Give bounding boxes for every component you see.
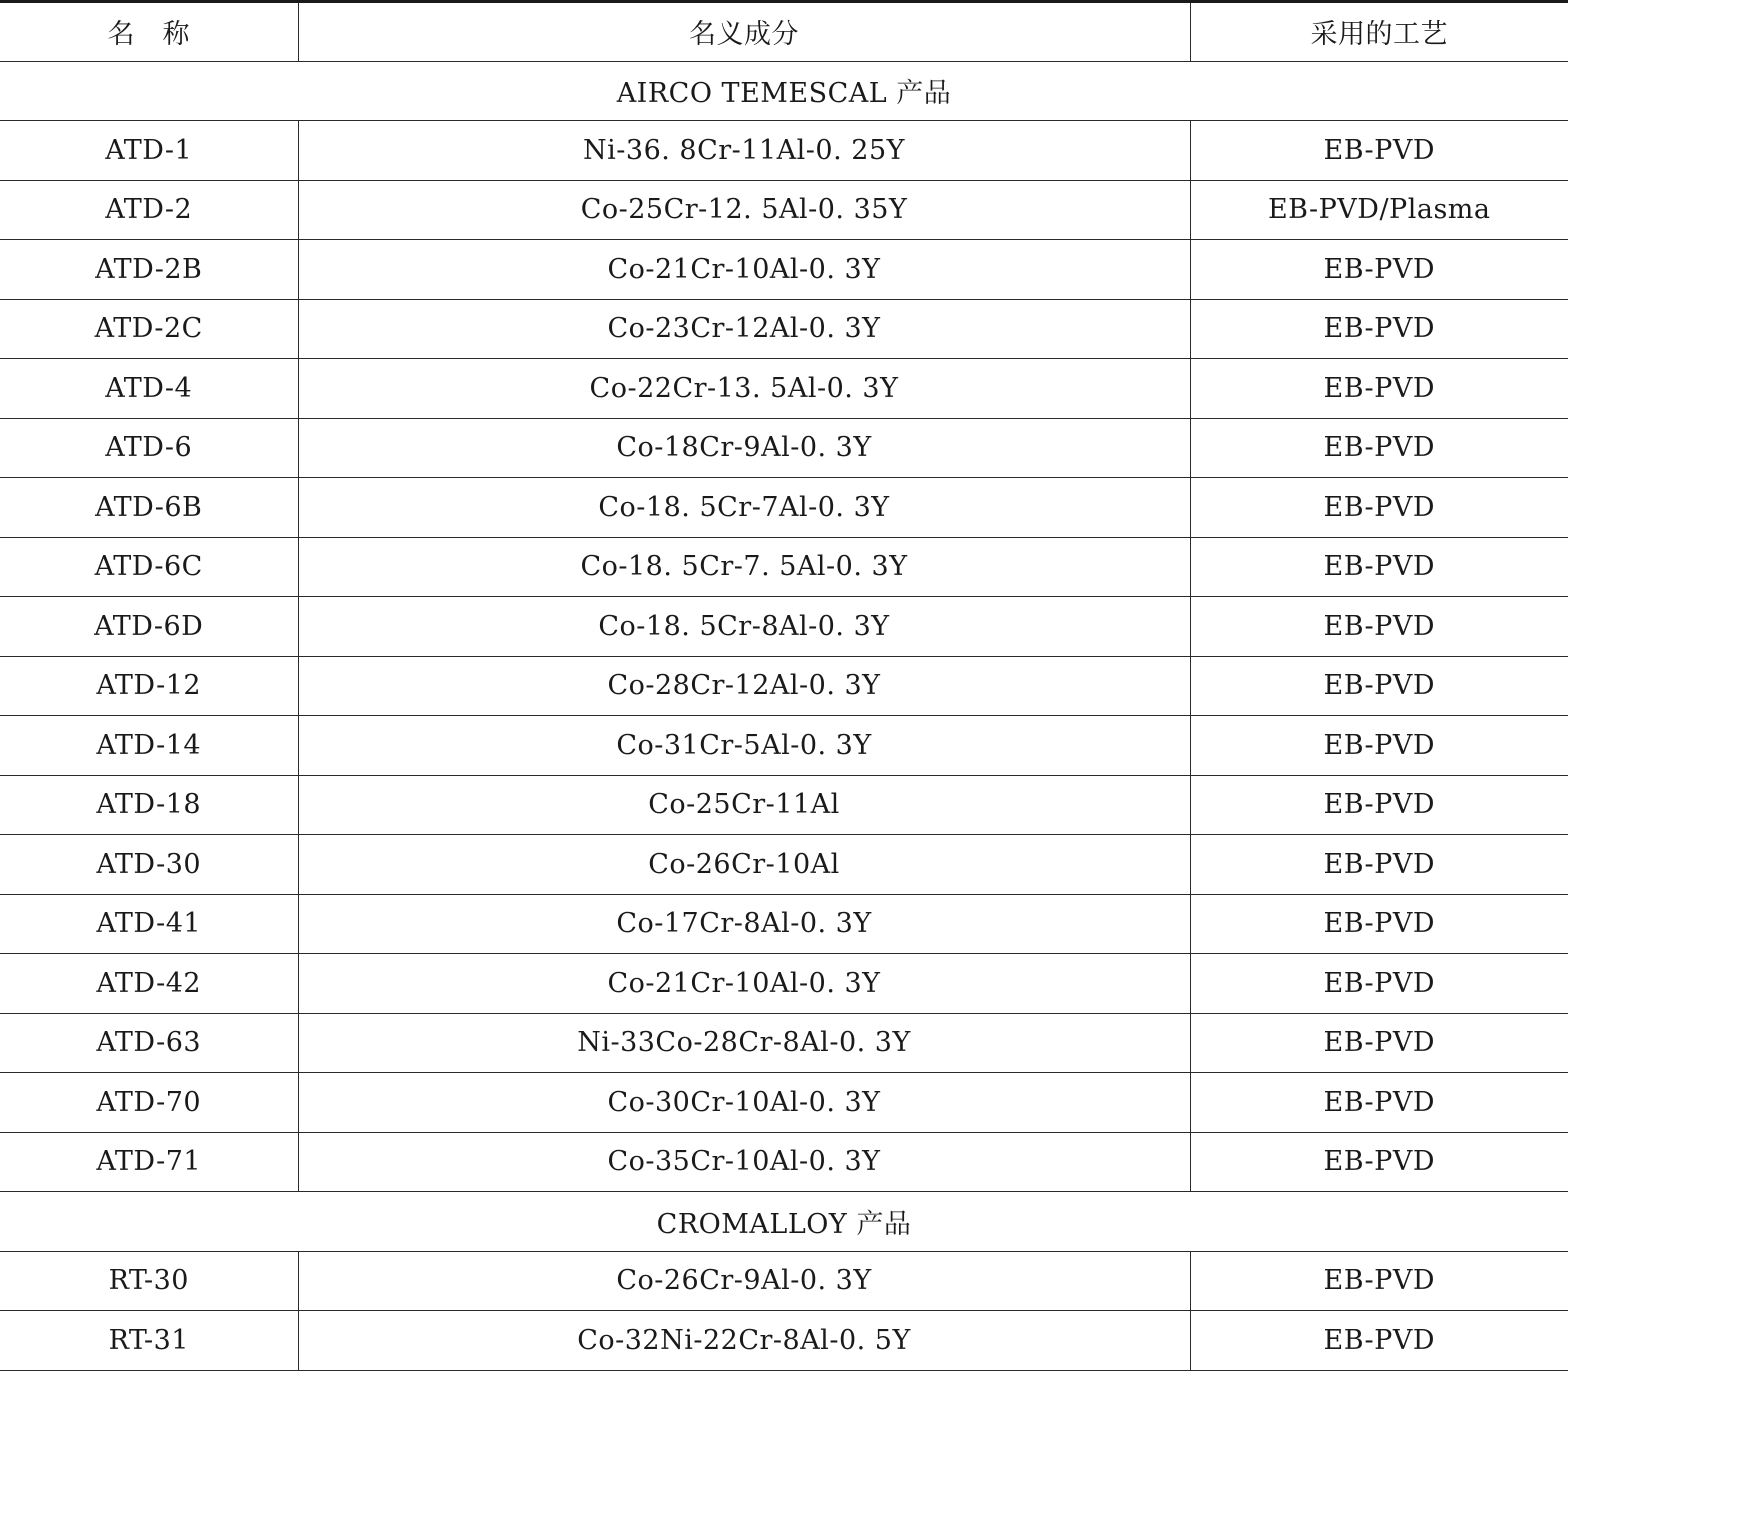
- cell-name: ATD-1: [0, 121, 298, 181]
- cell-process: EB-PVD: [1190, 478, 1568, 538]
- table-row: [0, 775, 1568, 835]
- cell-name: ATD-42: [0, 954, 298, 1014]
- cell-name: ATD-2: [0, 180, 298, 240]
- table-row: [0, 835, 1568, 895]
- table-row: [0, 954, 1568, 1014]
- cell-process: EB-PVD: [1190, 121, 1568, 181]
- cell-name: ATD-2C: [0, 299, 298, 359]
- cell-composition: Co-30Cr-10Al-0. 3Y: [298, 1073, 1190, 1133]
- cell-name: ATD-6B: [0, 478, 298, 538]
- cell-composition: Co-17Cr-8Al-0. 3Y: [298, 894, 1190, 954]
- cell-process: EB-PVD: [1190, 894, 1568, 954]
- cell-process: EB-PVD: [1190, 1013, 1568, 1073]
- table-row: [0, 597, 1568, 657]
- cell-process: EB-PVD: [1190, 359, 1568, 419]
- cell-name: ATD-41: [0, 894, 298, 954]
- cell-name: ATD-70: [0, 1073, 298, 1133]
- cell-process: EB-PVD: [1190, 597, 1568, 657]
- table-row: [0, 418, 1568, 478]
- cell-name: ATD-6: [0, 418, 298, 478]
- table-row: [0, 1073, 1568, 1133]
- cell-process: EB-PVD: [1190, 1132, 1568, 1192]
- cell-process: EB-PVD: [1190, 240, 1568, 300]
- cell-name: ATD-30: [0, 835, 298, 895]
- cell-composition: Co-31Cr-5Al-0. 3Y: [298, 716, 1190, 776]
- table-row: [0, 299, 1568, 359]
- cell-process: EB-PVD: [1190, 716, 1568, 776]
- cell-composition: Co-22Cr-13. 5Al-0. 3Y: [298, 359, 1190, 419]
- header-process: 采用的工艺: [1190, 2, 1568, 62]
- cell-composition: Co-18. 5Cr-8Al-0. 3Y: [298, 597, 1190, 657]
- cell-process: EB-PVD: [1190, 299, 1568, 359]
- table-row: [0, 1311, 1568, 1371]
- cell-composition: Ni-33Co-28Cr-8Al-0. 3Y: [298, 1013, 1190, 1073]
- cell-process: EB-PVD: [1190, 954, 1568, 1014]
- cell-composition: Co-35Cr-10Al-0. 3Y: [298, 1132, 1190, 1192]
- table-row: [0, 537, 1568, 597]
- cell-name: ATD-2B: [0, 240, 298, 300]
- cell-name: ATD-6C: [0, 537, 298, 597]
- section-row: [0, 1192, 1568, 1252]
- cell-name: ATD-71: [0, 1132, 298, 1192]
- cell-process: EB-PVD: [1190, 1311, 1568, 1371]
- table-row: [0, 478, 1568, 538]
- cell-process: EB-PVD: [1190, 418, 1568, 478]
- table-body: [0, 2, 1568, 1371]
- cell-name: RT-30: [0, 1251, 298, 1311]
- cell-composition: Co-21Cr-10Al-0. 3Y: [298, 954, 1190, 1014]
- cell-composition: Co-26Cr-9Al-0. 3Y: [298, 1251, 1190, 1311]
- table-row: [0, 656, 1568, 716]
- cell-name: RT-31: [0, 1311, 298, 1371]
- table-row: [0, 1251, 1568, 1311]
- cell-composition: Co-18Cr-9Al-0. 3Y: [298, 418, 1190, 478]
- cell-composition: Co-28Cr-12Al-0. 3Y: [298, 656, 1190, 716]
- cell-composition: Co-25Cr-12. 5Al-0. 35Y: [298, 180, 1190, 240]
- cell-composition: Co-18. 5Cr-7. 5Al-0. 3Y: [298, 537, 1190, 597]
- table-row: [0, 716, 1568, 776]
- table-row: [0, 121, 1568, 181]
- cell-process: EB-PVD: [1190, 775, 1568, 835]
- cell-composition: Ni-36. 8Cr-11Al-0. 25Y: [298, 121, 1190, 181]
- cell-name: ATD-4: [0, 359, 298, 419]
- header-row: [0, 2, 1568, 62]
- table-row: [0, 1132, 1568, 1192]
- cell-composition: Co-26Cr-10Al: [298, 835, 1190, 895]
- cell-process: EB-PVD/Plasma: [1190, 180, 1568, 240]
- table-row: [0, 894, 1568, 954]
- table-row: [0, 359, 1568, 419]
- cell-name: ATD-63: [0, 1013, 298, 1073]
- cell-composition: Co-23Cr-12Al-0. 3Y: [298, 299, 1190, 359]
- cell-composition: Co-21Cr-10Al-0. 3Y: [298, 240, 1190, 300]
- cell-composition: Co-32Ni-22Cr-8Al-0. 5Y: [298, 1311, 1190, 1371]
- table-row: [0, 240, 1568, 300]
- section-title: AIRCO TEMESCAL 产品: [0, 61, 1568, 121]
- cell-name: ATD-18: [0, 775, 298, 835]
- table-row: [0, 1013, 1568, 1073]
- cell-process: EB-PVD: [1190, 1073, 1568, 1133]
- section-row: [0, 61, 1568, 121]
- cell-name: ATD-6D: [0, 597, 298, 657]
- cell-composition: Co-18. 5Cr-7Al-0. 3Y: [298, 478, 1190, 538]
- table-row: [0, 180, 1568, 240]
- cell-process: EB-PVD: [1190, 1251, 1568, 1311]
- cell-name: ATD-12: [0, 656, 298, 716]
- header-composition: 名义成分: [298, 2, 1190, 62]
- cell-composition: Co-25Cr-11Al: [298, 775, 1190, 835]
- cell-process: EB-PVD: [1190, 656, 1568, 716]
- section-title: CROMALLOY 产品: [0, 1192, 1568, 1252]
- cell-process: EB-PVD: [1190, 537, 1568, 597]
- cell-name: ATD-14: [0, 716, 298, 776]
- header-name: 名 称: [0, 2, 298, 62]
- cell-process: EB-PVD: [1190, 835, 1568, 895]
